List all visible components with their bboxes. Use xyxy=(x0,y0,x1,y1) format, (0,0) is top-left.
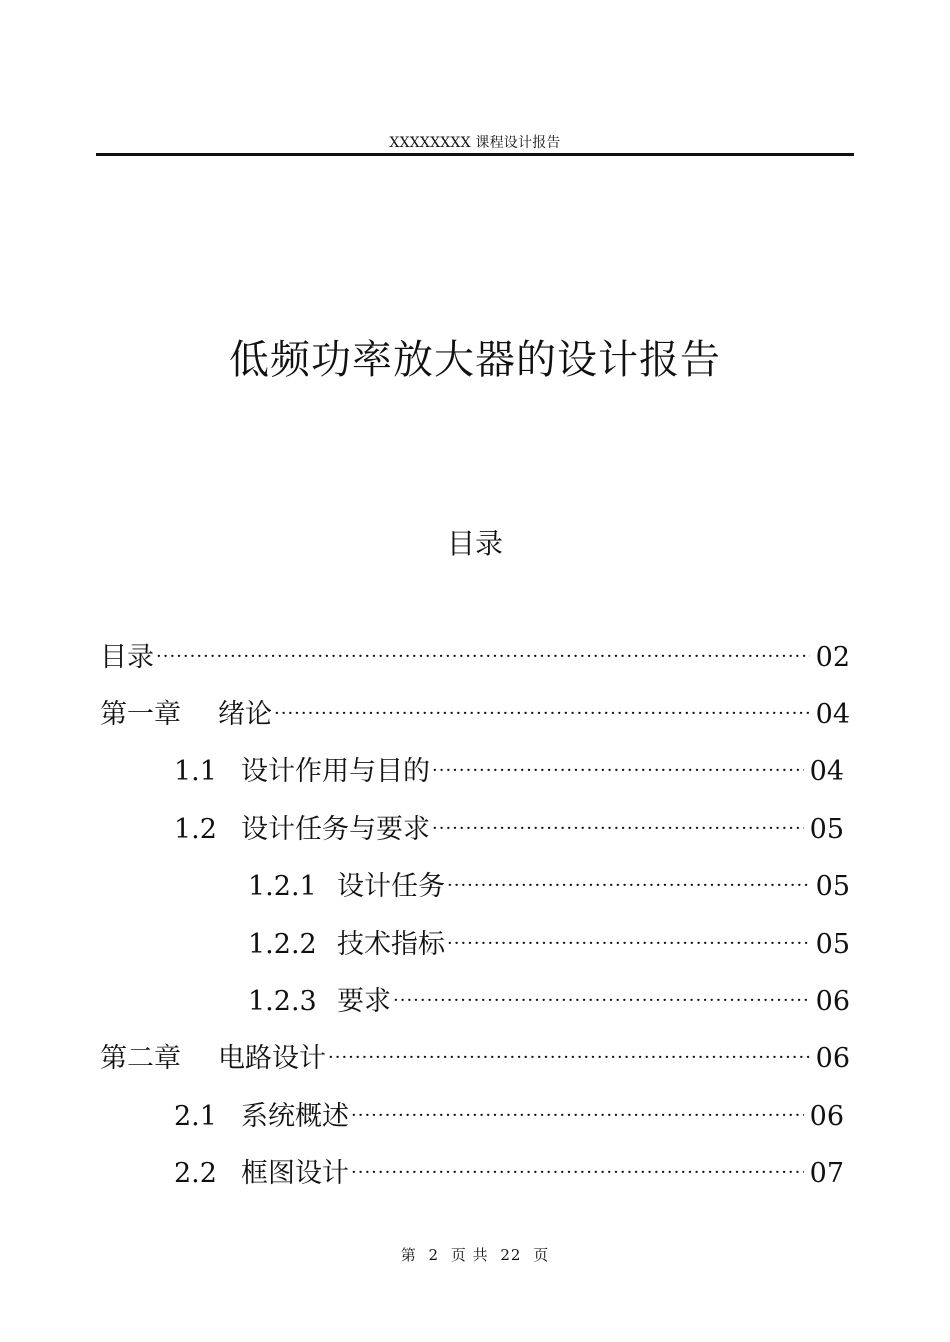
toc-dot-leader xyxy=(447,866,810,906)
toc-entry-label: 设计作用与目的 xyxy=(241,756,430,787)
footer-middle: 页 共 xyxy=(450,1246,489,1264)
toc-entry-page: 05 xyxy=(815,929,850,960)
toc-entry-page: 04 xyxy=(815,699,850,730)
footer-suffix: 页 xyxy=(533,1246,550,1264)
toc-entry-label: 系统概述 xyxy=(241,1101,349,1132)
toc-entry-number: 1.1 xyxy=(174,756,217,787)
toc-entry-number: 2.2 xyxy=(174,1158,217,1189)
toc-entry-number: 1.2.3 xyxy=(248,986,317,1017)
toc-dot-leader xyxy=(432,809,804,849)
toc-heading: 目录 xyxy=(446,527,503,560)
toc-entry[interactable] xyxy=(100,695,850,735)
toc-dot-leader xyxy=(447,924,810,964)
footer-total-pages: 22 xyxy=(500,1246,522,1264)
toc-entry[interactable] xyxy=(174,1097,844,1137)
toc-entry[interactable] xyxy=(100,1039,850,1079)
page-footer xyxy=(0,1244,950,1266)
toc-entry-number: 第一章 xyxy=(100,699,181,730)
toc-entry[interactable] xyxy=(100,638,850,678)
toc-dot-leader xyxy=(351,1096,804,1136)
toc-entry-label: 绪论 xyxy=(218,699,272,730)
toc-entry[interactable] xyxy=(174,810,844,850)
toc-entry-label: 设计任务 xyxy=(337,871,445,902)
toc-entry[interactable] xyxy=(248,925,850,965)
toc-entry-page: 07 xyxy=(809,1158,844,1189)
toc-entry-page: 06 xyxy=(815,986,850,1017)
footer-prefix: 第 xyxy=(400,1246,417,1264)
toc-dot-leader xyxy=(328,1038,810,1078)
toc-entry-label: 电路设计 xyxy=(218,1043,326,1074)
toc-dot-leader xyxy=(351,1153,804,1193)
toc-entry-number: 第二章 xyxy=(100,1043,181,1074)
toc-entry-number: 1.2.1 xyxy=(248,871,317,902)
toc-dot-leader xyxy=(432,751,804,791)
toc-entry-number: 2.1 xyxy=(174,1101,217,1132)
document-title: 低频功率放大器的设计报告 xyxy=(229,337,721,383)
toc-entry-label: 设计任务与要求 xyxy=(241,814,430,845)
toc-entry-label: 目录 xyxy=(100,642,154,673)
toc-entry-label: 框图设计 xyxy=(241,1158,349,1189)
toc-entry-number: 1.2.2 xyxy=(248,929,317,960)
toc-dot-leader xyxy=(274,694,810,734)
toc-entry-label: 技术指标 xyxy=(337,929,445,960)
toc-dot-leader xyxy=(393,981,810,1021)
toc-entry-label: 要求 xyxy=(337,986,391,1017)
toc-dot-leader xyxy=(156,637,810,677)
footer-current-page: 2 xyxy=(428,1246,440,1264)
toc-entry-page: 06 xyxy=(809,1101,844,1132)
toc-entry-page: 05 xyxy=(815,871,850,902)
toc-entry[interactable] xyxy=(174,752,844,792)
toc-entry[interactable] xyxy=(248,982,850,1022)
toc-entry-page: 02 xyxy=(815,642,850,673)
toc-entry[interactable] xyxy=(174,1154,844,1194)
toc-entry-page: 05 xyxy=(809,814,844,845)
toc-entry-page: 04 xyxy=(809,756,844,787)
toc-entry-number: 1.2 xyxy=(174,814,217,845)
page-header: XXXXXXXX 课程设计报告 xyxy=(389,135,561,151)
toc-entry-page: 06 xyxy=(815,1043,850,1074)
toc-entry[interactable] xyxy=(248,867,850,907)
